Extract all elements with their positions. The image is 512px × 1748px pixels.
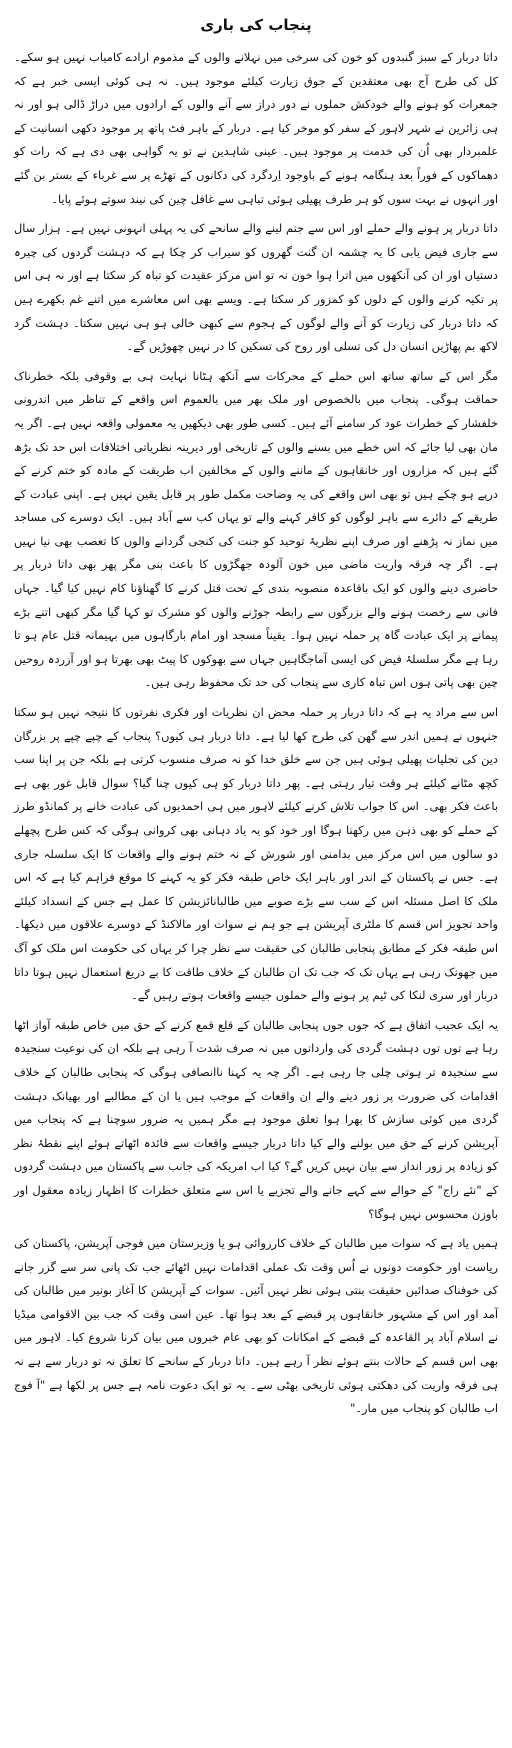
article-paragraph: داتا دربار کے سبز گنبدوں کو خون کی سرخی میں نہلانے والوں کے مذموم ارادے کامیاب نہیں ہو سکے۔ کل کی طرح آج بھی معتقدین کے جوق زیارت کیلئے موجود ہیں۔ نہ ہی کوئی ایسی خبر ہے کہ جمعرات کو ہونے والے خودکش حملوں نے دور دراز سے آنے والوں کے ارادوں میں دراڑ ڈالی ہو اور نہ ہی زائرین نے شہر لاہور کے سفر کو موخر کیا ہے۔ دربار کے باہر فٹ پاتھ پر موجود دکھی انسانیت کے علمبردار بھی اُن کی خدمت پر موجود ہیں۔ عینی شاہدین نے تو یہ گواہی بھی دی ہے کہ رات کو دھماکوں کے فوراً بعد ہنگامہ ہونے کے باوجود اِردگرد کی دکانوں کے تھڑے پر سے غرباء کے بستر بن گئے اور انہوں نے بہت سوں کو ہر طرف پھیلی ہوئی تباہی سے غافل چین کی نیند سوتے ہوئے پایا۔: [14, 50, 498, 206]
article-paragraph: یہ ایک عجیب اتفاق ہے کہ جوں جوں پنجابی طالبان کے قلع قمع کرنے کے حق میں خاص طبقہ آواز اٹھا رہا ہے توں توں دہشت گردی کی وارداتوں میں نہ صرف شدت آ رہی ہے بلکہ ان کی نوعیت سنجیدہ سے سنجیدہ تر ہوتی چلی جا رہی ہے۔ اگر چہ یہ کہنا ناانصافی ہوگی کہ پنجابی طالبان کے خلاف اقدامات کی ضرورت پر زور دینے والے ان واقعات کے موجب ہیں یا ان کے مطالبے اور بھیانک دہشت گردی میں کوئی سازش کا بھرا ہوا تعلق موجود ہے مگر ہمیں یہ ضرور سوچنا ہے کہ پنجاب میں آپریشن کرنے کے حق میں بولنے والے کیا داتا دربار جیسے واقعات سے فائدہ اٹھاتے ہوئے اپنے نقطۂ نظر کو زیادہ پر زور انداز سے بیان نہیں کریں گے؟ کیا اب امریکہ کی جانب سے پاکستان میں دہشت گردوں کے "نئے راج" کے حوالے سے کہے جانے والے تجزیے یا اس سے متعلق خطرات کا اظہار زیادہ معقول اور باوزن محسوس نہیں ہوگا؟: [14, 1017, 498, 1221]
article-paragraph: ہمیں یاد ہے کہ سوات میں طالبان کے خلاف کارروائی ہو یا وزیرستان میں فوجی آپریشن، پاکستان کی ریاست اور حکومت دونوں نے اُس وقت تک عملی اقدامات نہیں اٹھائے جب تک پانی سر سے گزر جانے کی خوفناک صدائیں حقیقت بنتی ہوئی نظر نہیں آئیں۔ سوات کے آپریشن کا آغاز بونیر میں طالبان کی آمد اور اس کے مشہور خانقاہوں پر قبضے کے بعد ہوا تھا۔ عین اسی وقت کہ جب بین الاقوامی میڈیا نے اسلام آباد پر القاعدہ کے قبضے کے امکانات کو بھی عام خبروں میں بیان کرنا شروع کیا۔ لاہور میں بھی اس قسم کے حالات بنتے ہوئے نظر آ رہے ہیں۔ داتا دربار کے سانحے کا تعلق نہ تو دربار سے ہے نہ ہی فرقہ واریت کی دھکتی ہوئی تاریخی بھٹی سے۔ یہ تو ایک دعوت نامہ ہے جس پر لکھا ہے "آ فوج اب طالبان کو پنجاب میں مار۔": [14, 1236, 498, 1416]
article-paragraph: مگر اس کے ساتھ ساتھ اس حملے کے محرکات سے آنکھ ہٹانا نہایت ہی بے وقوفی بلکہ خطرناک حماقت ہوگی۔ پنجاب میں بالخصوص اور ملک بھر میں بالعموم اس واقعے کے تناظر میں اندرونی خلفشار کے خطرات عود کر سامنے آئے ہیں۔ کسی طور بھی دیکھیں یہ معمولی واقعہ نہیں ہے۔ اگر یہ مان بھی لیا جائے کہ اس خطے میں بسنے والوں کے تاریخی اور دیرینہ نظریاتی اختلافات اس حد تک بڑھ گئے ہیں کہ مزاروں اور خانقاہوں کے ماننے والوں کے مخالفین اب طریقت کے مادہ کو ختم کرنے کے درپے ہو چکے ہیں تو بھی اس واقعے کی یہ وضاحت مکمل طور پر قابل یقین نہیں ہے۔ اپنی عبادت کے طریقے کے دائرے سے باہر لوگوں کو کافر کہنے والے تو یہاں کب سے آباد ہیں۔ ایک دوسرے کی مساجد میں نماز نہ پڑھنے اور صرف اپنے نظریۂ توحید کو جنت کی کنجی گردانے والوں کا تعصب بھی نیا نہیں ہے۔ اگر چہ فرقہ واریت ماضی میں خون آلودہ جھگڑوں کا باعث بنی مگر پھر بھی داتا دربار پر حاضری دینے والوں کو ایک باقاعدہ منصوبہ بندی کے تحت قتل کرنے کا گھناؤنا کام نہیں کیا گیا۔ جہاں فانی سے رخصت ہونے والے بزرگوں سے رابطہ جوڑنے والوں کو مشرک تو کہا گیا مگر کبھی اتنے بڑے پیمانے پر ایک عبادت گاہ پر حملہ نہیں ہوا۔ یقیناً مسجد اور امام بارگاہوں میں بہیمانہ قتل عام ہو تا رہا ہے مگر سلسلۂ فیض کی ایسی آماجگاہیں جہاں سے بھوکوں کا پیٹ بھی بھرتا ہو اور آزردہ روحیں چین بھی پاتی ہوں اس تباہ کاری سے پنجاب کی حد تک محفوظ رہی ہیں۔: [14, 368, 498, 690]
article-title: پنجاب کی باری: [200, 16, 312, 34]
article-paragraph: داتا دربار پر ہونے والے حملے اور اس سے جنم لینے والے سانحے کی یہ پہلی انہونی نہیں ہے۔ ہزار سال سے جاری فیض یابی کا یہ چشمہ ان گنت گھروں کو سیراب کر چکا ہے کہ دہشت گردوں کی چیرہ دستیاں اور ان کی آنکھوں میں اترا ہوا خون نہ تو اس مرکز عقیدت کو تباہ کر سکتا ہے اور نہ ہی اس پر تکیہ کرنے والوں کے دلوں کو کمزور کر سکتا ہے۔ ویسے بھی اس معاشرے میں اتنے غم بکھرے ہیں کہ داتا دربار کی زیارت کو آنے والے لوگوں کے ہجوم سے کبھی خالی ہو ہی نہیں سکتا۔ دہشت گرد لاکھ بم پھاڑیں انسان دل کی تسلی اور روح کی تسکین کا در نہیں چھوڑیں گے۔: [14, 221, 498, 354]
article-body: [14, 46, 498, 1421]
article-paragraph: اس سے مراد یہ ہے کہ داتا دربار پر حملہ محض ان نظریات اور فکری نفرتوں کا نتیجہ نہیں ہو سکتا جنہوں نے ہمیں اندر سے گھن کی طرح کھا لیا ہے۔ داتا دربار ہی کیوں؟ پنجاب کے چپے چپے پر بزرگان دین کی تجلیات پھیلی ہوئی ہیں جن سے خلق خدا کو نہ صرف منسوب کرتی ہے بلکہ جن پر اپنا سب کچھ مٹانے کیلئے ہر وقت تیار رہتی ہے۔ پھر داتا دربار کو ہی کیوں چنا گیا؟ سوال قابل غور بھی ہے باعث فکر بھی۔ اس کا جواب تلاش کرنے کیلئے لاہور میں ہی احمدیوں کی عبادت خانے پر کمانڈو طرز کے حملے کو بھی ذہن میں رکھنا ہوگا اور خود کو یہ یاد دہانی بھی کروانی ہوگی کہ کس طرح پچھلے دو سالوں میں اس مرکز میں بدامنی اور شورش کے نہ ختم ہونے والے واقعات کا ایک سلسلہ جاری ہے۔ جس نے پاکستان کے اندر اور باہر ایک خاص طبقہ فکر کو یہ کہنے کا موقع فراہم کیا ہے کہ اس ملک کا اصل مسئلہ اس کے سب سے بڑے صوبے میں طالبانائزیشن کا عمل ہے جس کے انسداد کیلئے واحد تجویز اس قسم کا ملٹری آپریشن ہے جو ہم نے سوات اور مالاکنڈ کے دوسرے علاقوں میں دیکھا۔ اس طبقہ فکر کے مطابق پنجابی طالبان کی حقیقت سے نظر چرا کر یہاں کی حکومت اس ملک کو آگ میں جھونک رہی ہے یہاں تک کہ جب تک ان طالبان کے خلاف طاقت کا بے دریغ استعمال نہیں ہوتا داتا دربار اور سری لنکا کی ٹیم پر ہونے والے حملوں جیسے واقعات ہوتے رہیں گے۔: [14, 705, 498, 1003]
